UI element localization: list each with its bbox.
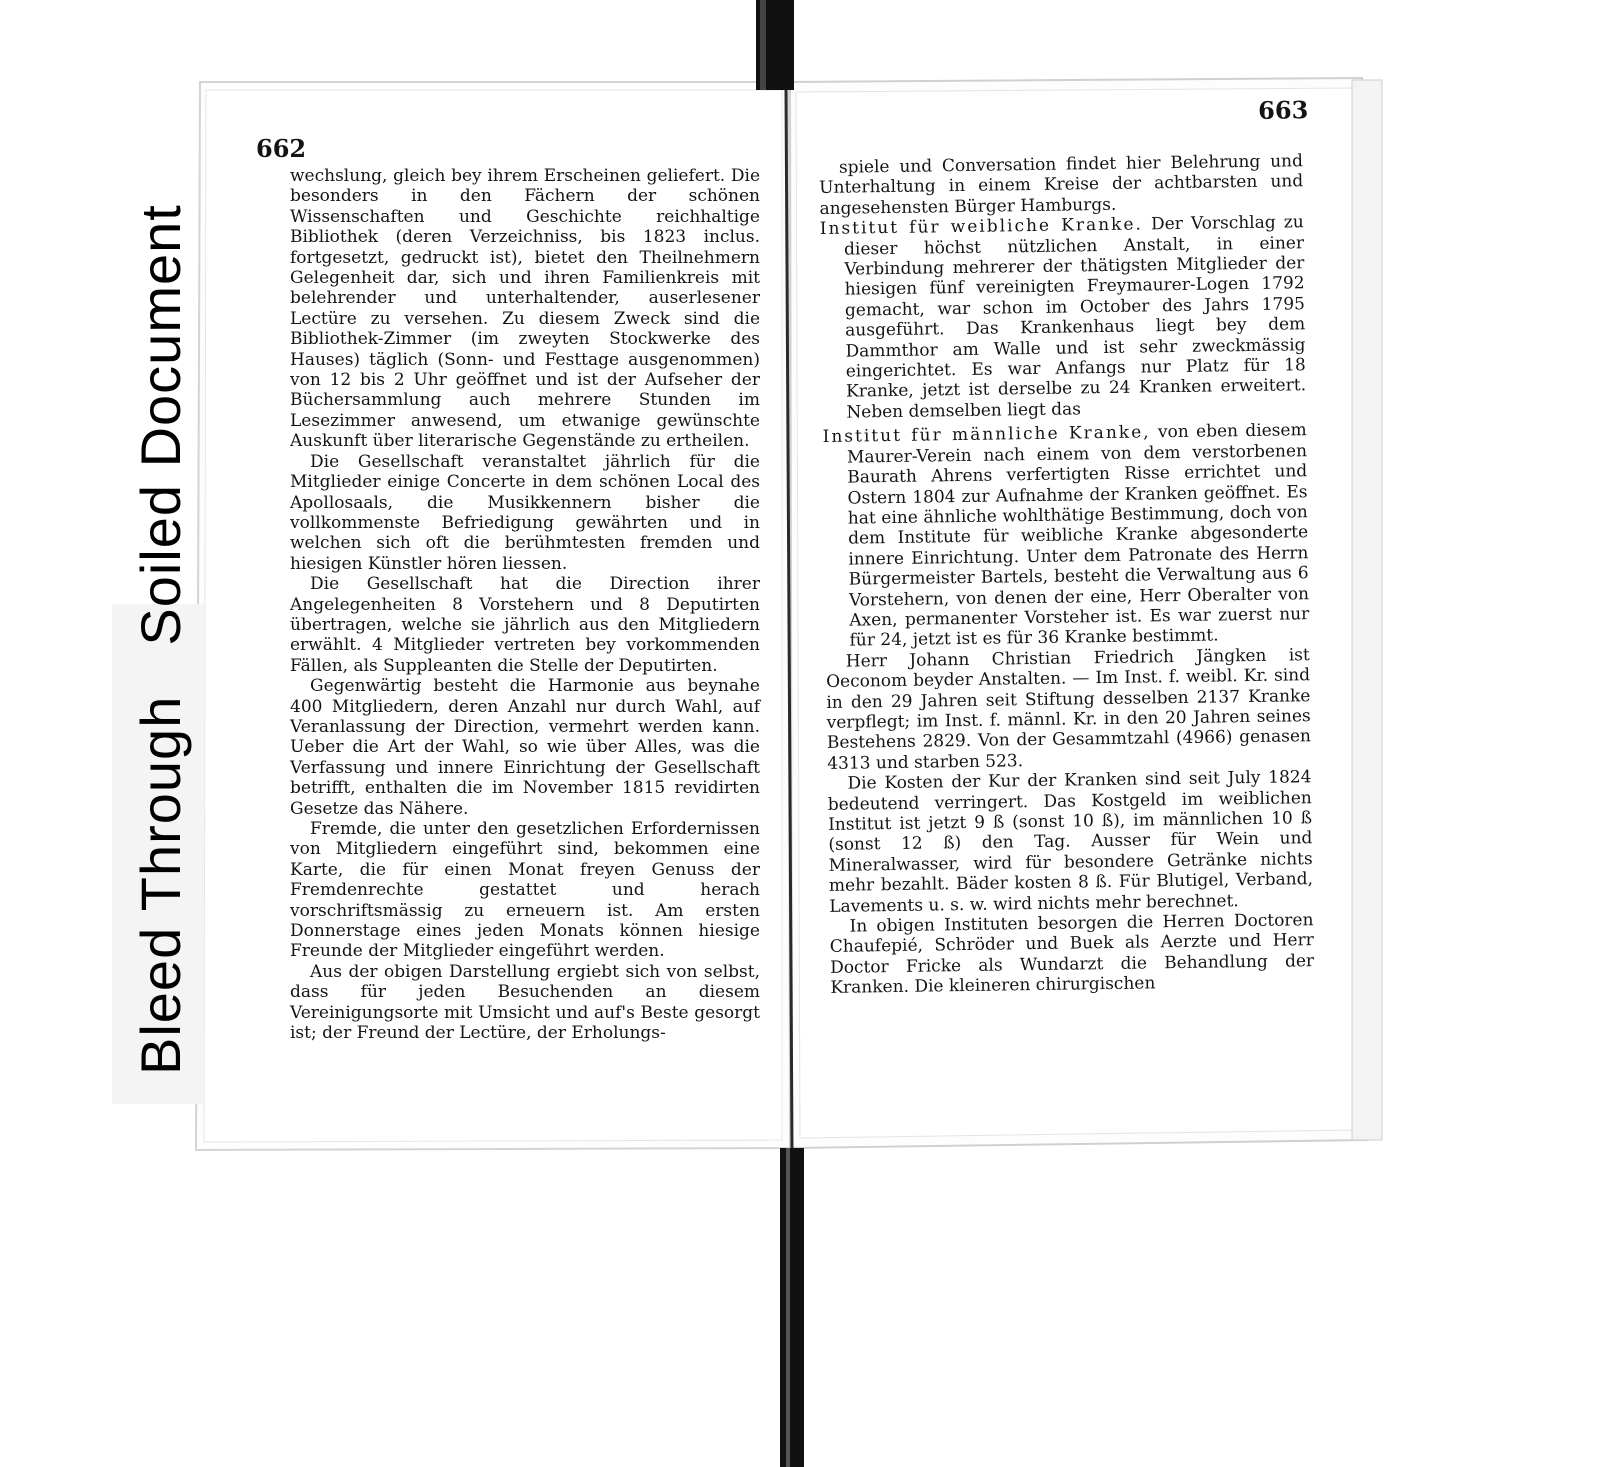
label-bleed-through: Bleed Through — [128, 695, 192, 1075]
paragraph: Die Gesellschaft veranstaltet jährlich für die Mitglieder einige Concerte in dem schönen Local des Apollosaals, die Musikkennern bisher die vollkommenste Befriedigung gewährten und in welchen sich oft die berühmtesten fremden und hiesigen Künstler hören liessen. — [290, 451, 760, 574]
paragraph: Die Kosten der Kur der Kranken sind seit July 1824 bedeutend verringert. Das Kostgeld im weiblichen Institut ist jetzt 9 ß (sonst 10 ß), im männlichen 10 ß (sonst 12 ß) den Tag. Ausser für Wein und Mineralwasser, wird für besondere Getränke nichts mehr bezahlt. Bäder kosten 8 ß. Für Blutigel, Verband, Lavements u. s. w. wird nichts mehr berechnet. — [827, 767, 1314, 917]
paragraph: Aus der obigen Darstellung ergiebt sich von selbst, dass für jeden Besuchenden an diesem Vereinigungsorte mit Umsicht und auf's Beste gesorgt ist; der Freund der Lectüre, der Erholungs- — [290, 961, 760, 1044]
section-heading: Institut für weibliche Kranke. — [819, 214, 1144, 240]
paragraph: spiele und Conversation findet hier Belehrung und Unterhaltung in einem Kreise der achtbarsten und angesehensten Bürger Hamburgs. — [819, 151, 1304, 219]
page-number-left: 662 — [256, 134, 307, 163]
left-page-text — [290, 166, 760, 1043]
paragraph — [823, 420, 1310, 651]
paragraph: Die Gesellschaft hat die Direction ihrer Angelegenheiten 8 Vorstehern und 8 Deputirten übertragen, welche sie jährlich aus den Mitgliedern erwählt. 4 Mitglieder vertreten bey vorkommenden Fällen, als Suppleanten die Stelle der Deputirten. — [290, 574, 760, 676]
paragraph: In obigen Instituten besorgen die Herren Doctoren Chaufepié, Schröder und Buek als Aerzte und Herr Doctor Fricke als Wundarzt die Behandlung der Kranken. Die kleineren chirurgischen — [829, 910, 1315, 999]
paragraph-body: Der Vorschlag zu dieser höchst nützlichen Anstalt, in einer Verbindung mehrerer der thätigsten Mitglieder der hiesigen fünf vereinigten Freymaurer-Logen 1792 gemacht, war schon im October des Jahrs 1795 ausgeführt. Das Krankenhaus liegt bey dem Dammthor am Walle und ist sehr zweckmässig eingerichtet. Es war Anfangs nur Platz für 18 Kranke, jetzt ist derselbe zu 24 Kranken erweitert. Neben demselben liegt das — [843, 212, 1307, 423]
label-soiled-document: Soiled Document — [128, 204, 192, 646]
paragraph: Fremde, die unter den gesetzlichen Erfordernissen von Mitgliedern eingeführt sind, bekommen eine Karte, die für einen Monat freyen Genuss der Fremdenrechte gestattet und herach vorschriftsmässig zu erneuern ist. Am ersten Donnerstage eines jeden Monats können hiesige Freunde der Mitglieder eingeführt werden. — [290, 819, 760, 962]
paragraph: Gegenwärtig besteht die Harmonie aus beynahe 400 Mitgliedern, deren Anzahl nur durch Wahl, auf Veranlassung der Direction, vermehrt werden kann. Ueber die Art der Wahl, so wie über Alles, was die Verfassung und innere Einrichtung der Gesellschaft betrifft, enthalten die im November 1815 revidirten Gesetze das Nähere. — [290, 676, 760, 819]
section-heading: Institut für männliche Kranke, — [822, 422, 1151, 448]
page-number-right: 663 — [1257, 95, 1309, 125]
paragraph — [820, 212, 1307, 423]
paragraph-body: von eben diesem Maurer-Verein nach einem von dem verstorbenen Baurath Ahrens verfertigten Risse errichtet und Ostern 1804 zur Aufnahme der Kranken geöffnet. Es hat eine ähnliche wohlthätige Bestimmung, doch von dem Institute für weibliche Kranke abgesonderte innere Einrichtung. Unter dem Patronate des Herrn Bürgermeister Bartels, besteht die Verwaltung aus 6 Vorstehern, von denen der eine, Herr Oberalter von Axen, permanenter Vorsteher ist. Es war zuerst nur für 24, jetzt ist es für 36 Kranke bestimmt. — [846, 420, 1310, 651]
paragraph: wechslung, gleich bey ihrem Erscheinen geliefert. Die besonders in den Fächern der schönen Wissenschaften und Geschichte reichhaltige Bibliothek (deren Verzeichniss, bis 1823 inclus. fortgesetzt, gedruckt ist), bietet den Theilnehmern Gelegenheit dar, sich und ihren Familienkreis mit belehrender und unterhaltender, auserlesener Lectüre zu versehen. Zu diesem Zweck sind die Bibliothek-Zimmer (im zweyten Stockwerke des Hauses) täglich (Sonn- und Festtage ausgenommen) von 12 bis 2 Uhr geöffnet und ist der Aufseher der Büchersammlung auch mehrere Stunden im Lesezimmer anwesend, um etwanige gewünschte Auskunft über literarische Gegenstände zu ertheilen. — [290, 166, 760, 452]
right-page-text — [819, 151, 1315, 998]
side-label — [120, 75, 200, 1075]
paragraph: Herr Johann Christian Friedrich Jängken ist Oeconom beyder Anstalten. — Im Inst. f. weibl. Kr. sind in den 29 Jahren seit Stiftung desselben 2137 Kranke verpflegt; im Inst. f. männl. Kr. in den 20 Jahren seines Bestehens 2829. Von der Gesammtzahl (4966) genasen 4313 und starben 523. — [825, 644, 1312, 774]
